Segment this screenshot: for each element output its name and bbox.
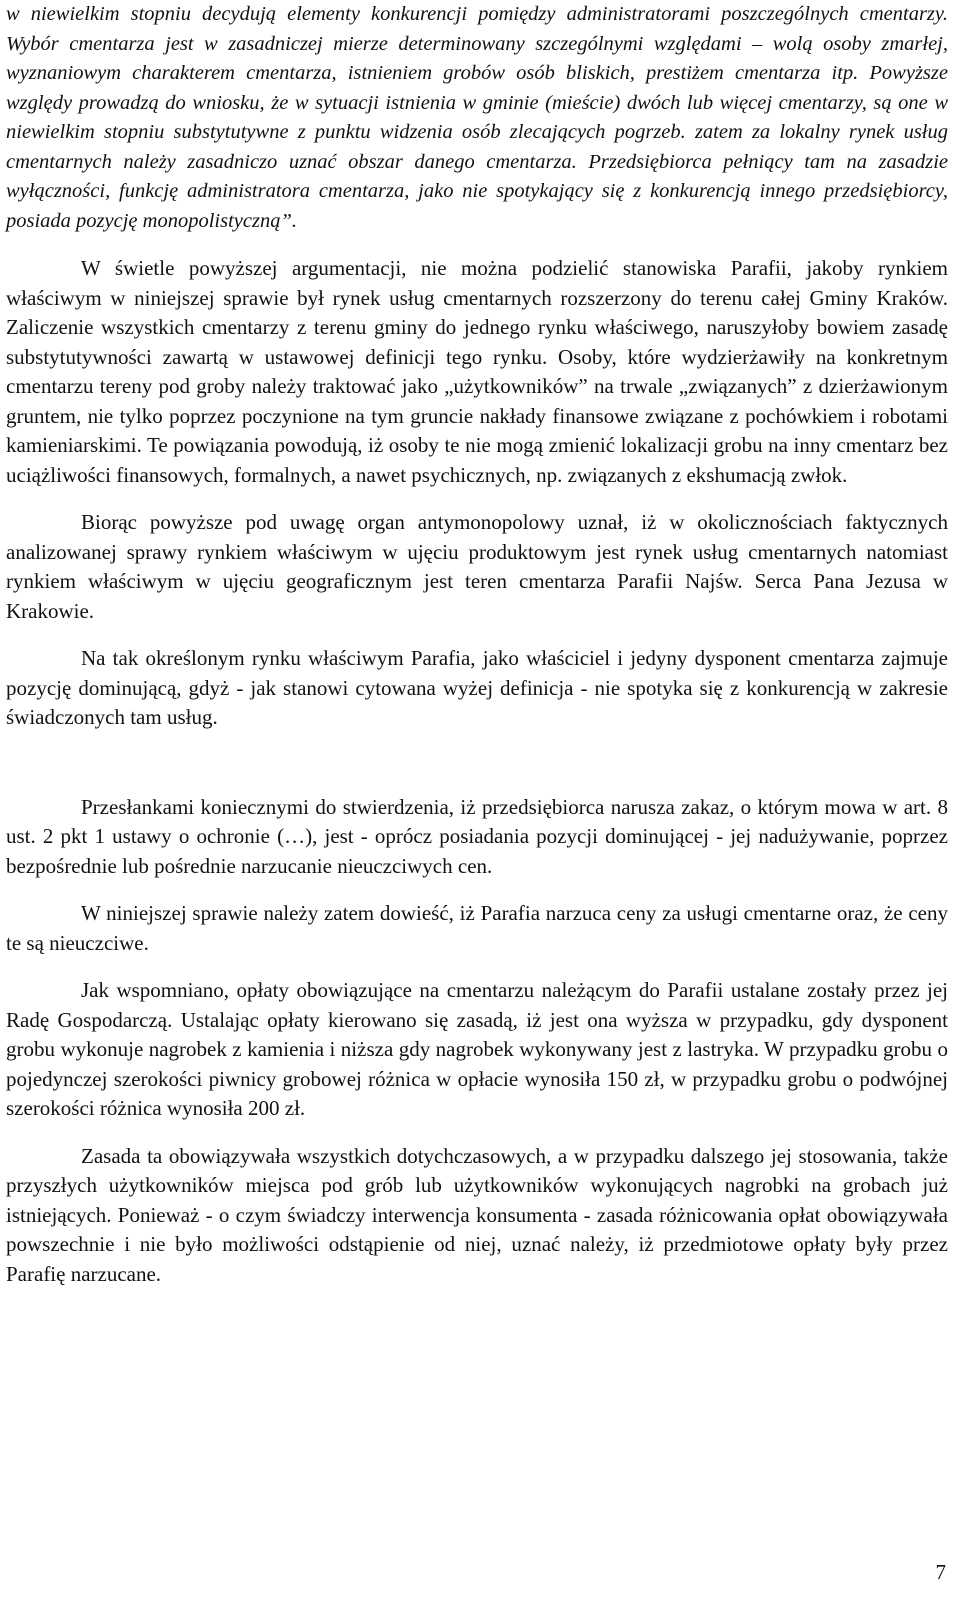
paragraph-dominant-position: Na tak określonym rynku właściwym Parafia, jako właściciel i jedyny dysponent cmentarza zajmuje pozycję dominującą, gdyż - jak stanowi cytowana wyżej definicja - nie spotyka się z konkurencją w zakresie świadczonych tam usług. <box>6 646 948 729</box>
page-number: 7 <box>935 1560 946 1584</box>
paragraph-conclusion-market: Biorąc powyższe pod uwagę organ antymonopolowy uznał, iż w okolicznościach faktycznych analizowanej sprawy rynkiem właściwym w ujęciu produktowym jest rynek usług cmentarnych natomiast rynkiem właściwym w ujęciu geograficznym jest teren cmentarza Parafii Najśw. Serca Pana Jezusa w Krakowie. <box>6 510 948 623</box>
paragraph-prerequisites: Przesłankami koniecznymi do stwierdzenia, iż przedsiębiorca narusza zakaz, o którym mowa w art. 8 ust. 2 pkt 1 ustawy o ochronie (…), jest - oprócz posiadania pozycji dominującej - jej nadużywanie, poprzez bezpośrednie lub pośrednie narzucanie nieuczciwych cen. <box>6 794 948 878</box>
paragraph-imposed-fees: Zasada ta obowiązywała wszystkich dotychczasowych, a w przypadku dalszego jej stosowania, także przyszłych użytkowników miejsca pod grób lub użytkowników wykonujących nagrobki na grobach już istniejących. Ponieważ - o czym świadczy interwencja konsumenta - zasada różnicowania opłat obowiązywała powszechnie i nie było możliwości odstąpienie od niej, uznać należy, iż przedmiotowe opłaty były przez Parafię narzucane. <box>6 1143 948 1286</box>
quoted-paragraph: w niewielkim stopniu decydują elementy konkurencji pomiędzy administratorami poszczególnych cmentarzy. Wybór cmentarza jest w zasadniczej mierze determinowany szczególnymi względami – wolą osoby zmarłej, wyznaniowym charakterem cmentarza, istnieniem grobów osób bliskich, prestiżem cmentarza itp. Powyższe względy prowadzą do wniosku, że w sytuacji istnienia w gminie (mieście) dwóch lub więcej cmentarzy, są one w niewielkim stopniu substytutywne z punktu widzenia osób zlecających pogrzeb. zatem za lokalny rynek usług cmentarnych należy zasadniczo uznać obszar danego cmentarza. Przedsiębiorca pełniący tam na zasadzie wyłączności, funkcję administratora cmentarza, jako nie spotykający się z konkurencją innego przedsiębiorcy, posiada pozycję monopolistyczną”. <box>6 3 948 232</box>
paragraph-fees: Jak wspomniano, opłaty obowiązujące na cmentarzu należącym do Parafii ustalane zostały przez jej Radę Gospodarczą. Ustalając opłaty kierowano się zasadą, iż jest ona wyższa w przypadku, gdy dysponent grobu wykonuje nagrobek z kamienia i niższa gdy nagrobek wykonywany jest z lastryka. W przypadku grobu o pojedynczej szerokości piwnicy grobowej różnica w opłacie wynosiła 150 zł, w przypadku grobu o podwójnej szerokości różnica wynosiła 200 zł. <box>6 978 948 1120</box>
document-page <box>6 0 948 1289</box>
paragraph-market-argument: W świetle powyższej argumentacji, nie można podzielić stanowiska Parafii, jakoby rynkiem właściwym w niniejszej sprawie był rynek usług cmentarnych rozszerzony do terenu całej Gminy Kraków. Zaliczenie wszystkich cmentarzy z terenu gminy do jednego rynku właściwego, naruszyłoby bowiem zasadę substytutywności zawartą w ustawowej definicji tego rynku. Osoby, które wydzierżawiły na konkretnym cmentarzu tereny pod groby należy traktować jako „użytkowników” na trwale „związanych” z dzierżawionym gruntem, nie tylko poprzez poczynione na tym gruncie nakłady finansowe związane z pochówkiem i robotami kamieniarskimi. Te powiązania powodują, iż osoby te nie mogą zmienić lokalizacji grobu na inny cmentarz bez uciążliwości finansowych, formalnych, a nawet psychicznych, np. związanych z ekshumacją zwłok. <box>6 256 948 487</box>
paragraph-to-prove: W niniejszej sprawie należy zatem dowieść, iż Parafia narzuca ceny za usługi cmentarne oraz, że ceny te są nieuczciwe. <box>6 901 948 955</box>
